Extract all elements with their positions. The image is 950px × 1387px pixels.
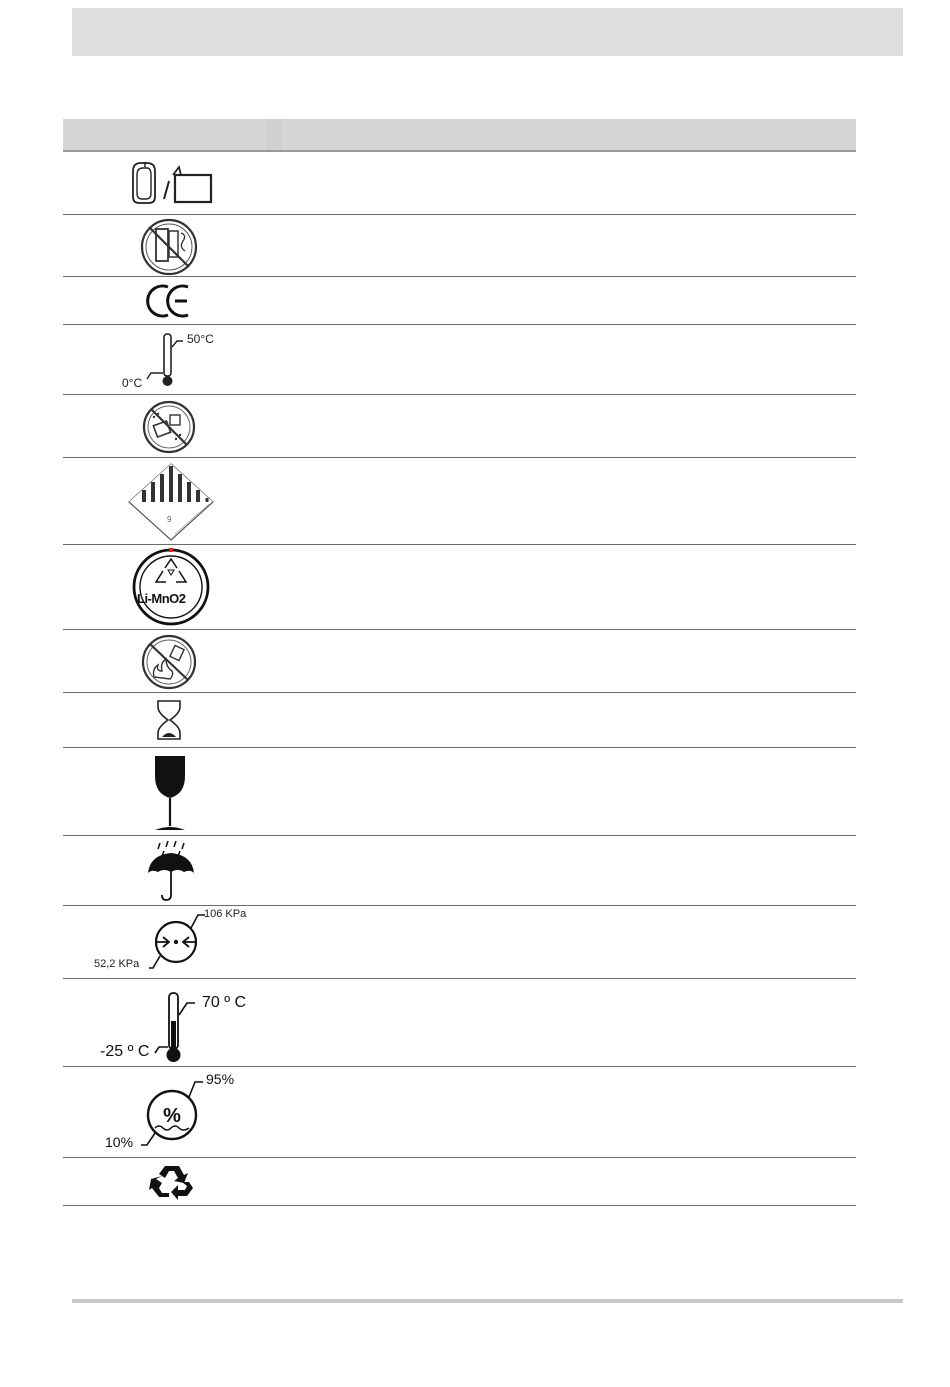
description-cell (293, 277, 856, 324)
footer-rule (72, 1299, 903, 1303)
symbol-cell (63, 325, 283, 394)
operating-temperature-icon (143, 331, 193, 391)
low-temperature-label: 0°C (122, 376, 143, 390)
table-row (63, 395, 856, 458)
table-row (63, 215, 856, 277)
description-cell (293, 152, 856, 214)
table-row (63, 545, 856, 630)
symbol-cell (63, 979, 283, 1066)
symbol-cell (63, 1158, 283, 1205)
high-storage-temperature-label: 70 º C (202, 994, 247, 1011)
symbol-cell (63, 748, 283, 835)
low-pressure-label: 52,2 KPa (94, 958, 140, 970)
symbol-cell (63, 215, 283, 276)
table-row (63, 630, 856, 693)
recycle-li-mno2-icon (132, 548, 210, 626)
table-row (63, 325, 856, 395)
symbol-cell (63, 458, 283, 544)
description-cell (293, 458, 856, 544)
high-pressure-label: 106 KPa (204, 908, 247, 920)
battery-chemistry-label: Li-MnO2 (137, 591, 186, 606)
recycle-icon (149, 1163, 195, 1201)
description-cell (293, 630, 856, 692)
table-header (63, 119, 856, 152)
description-cell (293, 748, 856, 835)
do-not-crush-battery-icon (140, 401, 198, 453)
table-row (63, 836, 856, 906)
symbol-cell (63, 836, 283, 905)
description-cell (293, 1158, 856, 1205)
symbol-cell (63, 906, 283, 978)
description-cell (293, 693, 856, 747)
symbol-cell (63, 395, 283, 457)
svg-text:%: % (163, 1105, 181, 1127)
hazard-class-label: 9 (167, 515, 172, 524)
do-not-incinerate-icon (140, 635, 198, 689)
symbol-cell (63, 545, 283, 629)
symbol-cell (63, 630, 283, 692)
symbol-cell (63, 277, 283, 324)
description-cell (293, 906, 856, 978)
low-humidity-label: 10% (105, 1134, 134, 1150)
symbol-cell (63, 152, 283, 214)
description-cell (293, 545, 856, 629)
table-row (63, 152, 856, 215)
expiry-hourglass-icon (156, 699, 182, 741)
table-row (63, 693, 856, 748)
table-row (63, 458, 856, 545)
no-handset-interference-icon (139, 219, 199, 275)
description-cell (293, 1067, 856, 1157)
high-humidity-label: 95% (206, 1071, 235, 1087)
storage-temperature-icon (151, 991, 199, 1065)
table-row (63, 1067, 856, 1158)
table-row (63, 906, 856, 979)
keep-dry-umbrella-icon (146, 839, 196, 903)
pressure-limit-icon (143, 912, 209, 972)
description-cell (293, 979, 856, 1066)
refer-to-manual-icon (127, 159, 227, 209)
description-cell (293, 836, 856, 905)
symbol-cell (63, 693, 283, 747)
fragile-glass-icon (149, 754, 191, 832)
class-9-hazard-label-icon (127, 462, 215, 542)
ce-mark-icon (148, 285, 194, 317)
symbol-cell (63, 1067, 283, 1157)
description-cell (293, 395, 856, 457)
table-row (63, 979, 856, 1067)
header-bar (72, 8, 903, 56)
description-cell (293, 325, 856, 394)
symbols-table (63, 119, 856, 1206)
low-storage-temperature-label: -25 º C (100, 1043, 150, 1060)
high-temperature-label: 50°C (187, 332, 214, 346)
humidity-limit-icon (137, 1073, 207, 1155)
header-separator (266, 119, 282, 150)
table-row (63, 1158, 856, 1206)
description-cell (293, 215, 856, 276)
table-row (63, 277, 856, 325)
table-row (63, 748, 856, 836)
